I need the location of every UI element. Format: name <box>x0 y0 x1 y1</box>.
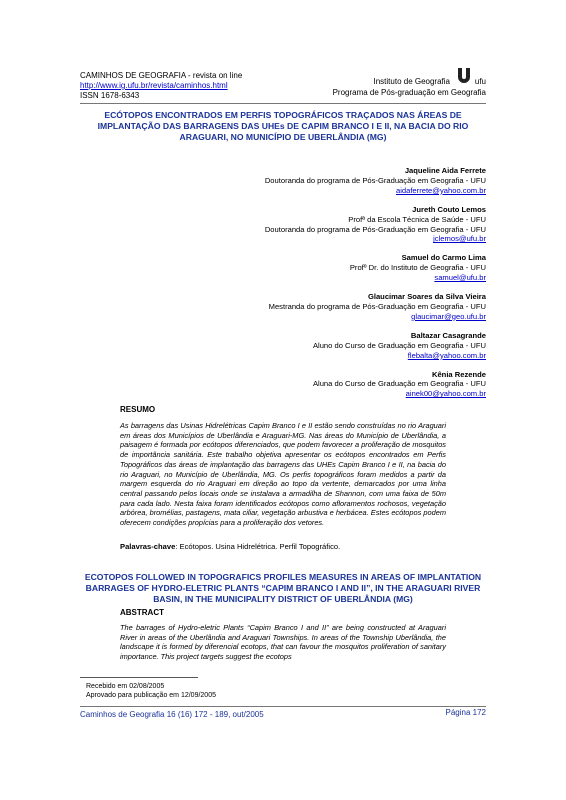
institute-name: Instituto de Geografia <box>373 77 450 86</box>
issn: ISSN 1678-6343 <box>80 91 140 100</box>
author-block <box>156 253 486 283</box>
author-block <box>156 166 486 196</box>
paper-title-english: ECOTOPOS FOLLOWED IN TOPOGRAFICS PROFILES MEASURES IN AREAS OF IMPLANTATION BARRAGES OF HYDRO-ELETRIC PLANTS “CAPIM BRANCO I AND II”, IN THE ARAGUARI RIVER BASIN, IN THE MUNICIPALITY DISTRICT OF UBERLÂNDIA (MG) <box>84 572 482 604</box>
header-divider <box>80 103 486 104</box>
author-affiliation: Mestranda do programa de Pós-Graduação em Geografia - UFU <box>268 301 486 311</box>
journal-name: CAMINHOS DE GEOGRAFIA - revista on line <box>80 71 243 80</box>
keywords-text: : Ecótopos. Usina Hidrelétrica. Perfil Topográfico. <box>175 542 341 551</box>
resumo-text: As barragens das Usinas Hidrelétricas Capim Branco I e II estão sendo construídas no rio Araguari em áreas dos Municípios de Uberlândia e Araguari-MG. Nas áreas do Município de Uberlândia, a paisagem é formada por ecótopos diferenciados, que podem favorecer a proliferação de mosquitos de importância sanitária. Este trabalho objetiva apresentar os ecótopos encontrados em Perfis Topográficos das áreas de implantação das barragens das UHEs Capim Branco I e II, na bacia do rio Araguari, no Município de Uberlândia, MG. Os perfis topográficos foram medidos a partir da margem esquerda do rio Araguari em direção ao topo da vertente, demarcados por uma linha central passando pelos locais onde se instalava a armadilha de Shannon, com uma faixa de 50m para cada lado. Nesta faixa foram identificados ecótopos como afloramentos rochosos, vegetação arbórea, bromélias, pastagens, mata ciliar, vegetação arbustiva e herbácea. Estes ecótopos podem oferecem condições propícias para a proliferação dos vetores. <box>120 421 446 528</box>
author-block <box>156 292 486 322</box>
received-date: Recebido em 02/08/2005 <box>86 683 165 690</box>
abstract-text: The barrages of Hydro-eletric Plants “Capim Branco I and II” are being constructed at Araguari River in areas of the Uberlândia and Araguari Townships. In areas of the Township Uberlândia, the landscape it is formed by diferencial ecotops, that can favour the mosquitos proliferation of sanitary importance. This project targets suggest the ecotops <box>120 623 446 662</box>
footnotes <box>86 682 216 700</box>
journal-url-link[interactable]: http://www.ig.ufu.br/revista/caminhos.html <box>80 81 228 90</box>
author-name: Jureth Couto Lemos <box>412 204 486 214</box>
author-email-link[interactable]: samuel@ufu.br <box>434 273 486 283</box>
author-email-link[interactable]: ainek00@yahoo.com.br <box>405 389 486 399</box>
author-list <box>156 166 486 408</box>
footer-citation: Caminhos de Geografia 16 (16) 172 - 189, out/2005 <box>80 710 264 719</box>
journal-header <box>80 71 242 101</box>
author-name: Jaqueline Aida Ferrete <box>404 166 486 175</box>
abstract-heading: ABSTRACT <box>120 608 164 617</box>
author-name: Baltazar Casagrande <box>410 330 486 340</box>
author-affiliation: Aluno do Curso de Graduação em Geografia - UFU <box>312 340 486 350</box>
author-affiliation: Profª da Escola Técnica de Saúde - UFU <box>348 214 486 224</box>
approved-date: Aprovado para publicação em 12/09/2005 <box>86 692 216 699</box>
author-block <box>156 331 486 361</box>
author-email-link[interactable]: jclemos@ufu.br <box>433 234 486 244</box>
footer-divider <box>80 706 486 707</box>
author-affiliation: Aluna do Curso de Graduação em Geografia - UFU <box>312 379 486 389</box>
author-affiliation: Doutoranda do programa de Pós-Graduação em Geografia - UFU <box>264 175 486 185</box>
author-affiliation: Doutoranda do programa de Pós-Graduação em Geografia - UFU <box>264 224 486 234</box>
paper-title: ECÓTOPOS ENCONTRADOS EM PERFIS TOPOGRÁFICOS TRAÇADOS NAS ÁREAS DE IMPLANTAÇÃO DAS BARRAGENS DAS UHEs DE CAPIM BRANCO I E II, NA BACIA DO RIO ARAGUARI, NO MUNICÍPIO DE UBERLÂNDIA (MG) <box>97 110 469 142</box>
author-email-link[interactable]: flebalta@yahoo.com.br <box>407 350 486 360</box>
author-name: Kênia Rezende <box>431 369 486 379</box>
page-number: Página 172 <box>445 708 486 717</box>
author-email-link[interactable]: aidaferrete@yahoo.com.br <box>395 185 486 195</box>
ufu-label: ufu <box>474 77 486 86</box>
resumo-heading: RESUMO <box>120 405 156 414</box>
keywords-label: Palavras-chave <box>120 542 176 551</box>
author-email-link[interactable]: glaucimar@geo.ufu.br <box>411 311 486 321</box>
author-name: Glaucimar Soares da Silva Vieira <box>367 292 486 302</box>
program-name: Programa de Pós-graduação em Geografia <box>332 88 486 97</box>
footnote-divider <box>80 677 198 678</box>
author-name: Samuel do Carmo Lima <box>401 253 486 263</box>
keywords-line <box>120 542 340 551</box>
author-block <box>156 370 486 400</box>
author-affiliation: Profº Dr. do Instituto de Geografia - UFU <box>349 263 486 273</box>
author-block <box>156 205 486 245</box>
